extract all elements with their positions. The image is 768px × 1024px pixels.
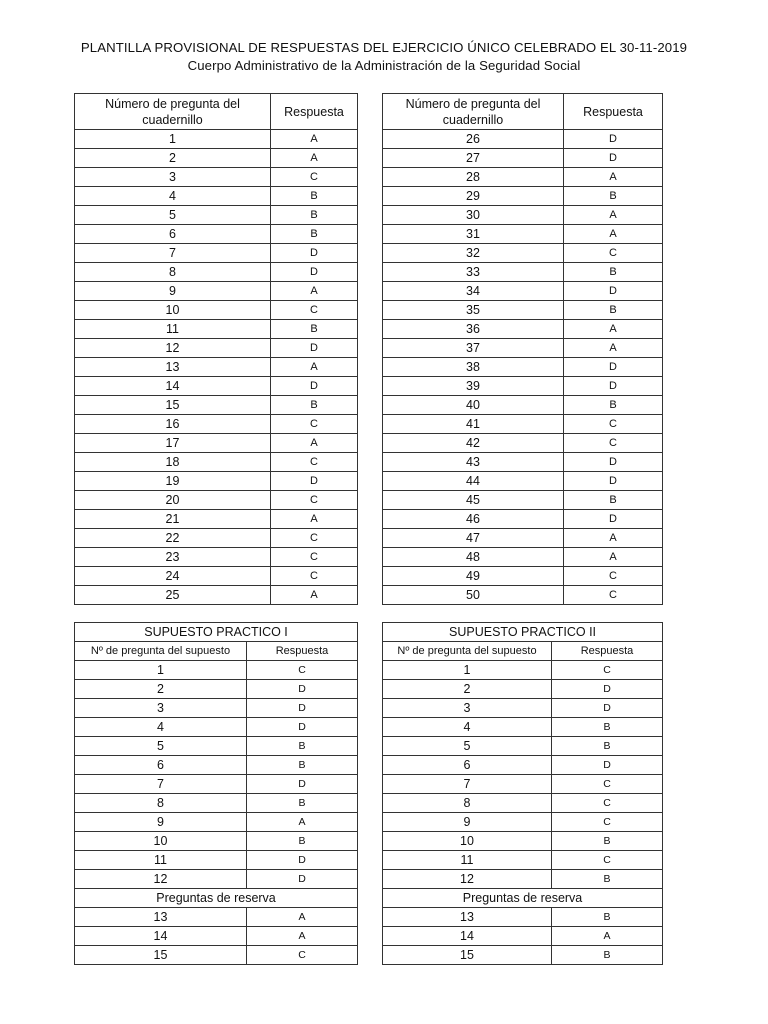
question-number: 1 — [383, 661, 552, 680]
table-row — [383, 396, 663, 415]
table-row — [383, 718, 663, 737]
table-row — [383, 225, 663, 244]
answer-letter: A — [564, 320, 663, 339]
answer-letter: C — [552, 661, 663, 680]
table-row — [75, 737, 358, 756]
question-number: 12 — [75, 339, 271, 358]
answer-letter: D — [564, 377, 663, 396]
table-row — [383, 832, 663, 851]
question-number: 22 — [75, 529, 271, 548]
column-header-answer: Respuesta — [552, 642, 663, 661]
question-number: 39 — [383, 377, 564, 396]
table-row — [383, 699, 663, 718]
table-row — [75, 510, 358, 529]
answer-letter: A — [247, 908, 358, 927]
question-number: 3 — [75, 168, 271, 187]
table-row — [383, 927, 663, 946]
table-row — [75, 870, 358, 889]
answer-letter: B — [552, 718, 663, 737]
question-number: 46 — [383, 510, 564, 529]
table-row — [383, 187, 663, 206]
answer-letter: C — [552, 775, 663, 794]
question-number: 8 — [75, 794, 247, 813]
answer-letter: A — [247, 813, 358, 832]
question-number: 13 — [383, 908, 552, 927]
question-number: 5 — [75, 737, 247, 756]
question-number: 45 — [383, 491, 564, 510]
answer-letter: C — [271, 301, 358, 320]
answers-table-left — [74, 93, 358, 605]
question-number: 8 — [75, 263, 271, 282]
table-row — [75, 699, 358, 718]
table-row — [75, 453, 358, 472]
table-row — [75, 358, 358, 377]
answer-letter: B — [552, 737, 663, 756]
question-number: 25 — [75, 586, 271, 605]
question-number: 16 — [75, 415, 271, 434]
table-row — [383, 908, 663, 927]
question-number: 4 — [75, 187, 271, 206]
question-number: 14 — [75, 377, 271, 396]
table-row — [383, 680, 663, 699]
answer-letter: B — [247, 832, 358, 851]
table-row — [75, 491, 358, 510]
question-number: 15 — [383, 946, 552, 965]
question-number: 9 — [75, 813, 247, 832]
answer-letter: A — [564, 529, 663, 548]
table-row — [383, 737, 663, 756]
question-number: 19 — [75, 472, 271, 491]
answer-letter: B — [552, 908, 663, 927]
table-row — [75, 301, 358, 320]
answer-letter: B — [271, 320, 358, 339]
reserve-label-row — [383, 889, 663, 908]
question-number: 13 — [75, 358, 271, 377]
table-row — [75, 415, 358, 434]
supuesto-title: SUPUESTO PRACTICO II — [383, 623, 663, 642]
table-row — [75, 927, 358, 946]
table-row — [383, 149, 663, 168]
answer-letter: C — [271, 491, 358, 510]
column-header-answer: Respuesta — [271, 94, 358, 130]
answer-letter: C — [271, 453, 358, 472]
question-number: 31 — [383, 225, 564, 244]
table-row — [383, 168, 663, 187]
answer-letter: D — [271, 377, 358, 396]
table-row — [383, 756, 663, 775]
answer-letter: D — [564, 282, 663, 301]
question-number: 48 — [383, 548, 564, 567]
question-number: 9 — [75, 282, 271, 301]
question-number: 42 — [383, 434, 564, 453]
answer-letter: D — [552, 680, 663, 699]
question-number: 43 — [383, 453, 564, 472]
answer-letter: D — [552, 756, 663, 775]
table-row — [75, 434, 358, 453]
table-row — [383, 548, 663, 567]
question-number: 15 — [75, 946, 247, 965]
table-row — [383, 870, 663, 889]
table-row — [75, 320, 358, 339]
table-row — [383, 946, 663, 965]
question-number: 38 — [383, 358, 564, 377]
question-number: 14 — [75, 927, 247, 946]
answer-letter: B — [564, 187, 663, 206]
document-title: PLANTILLA PROVISIONAL DE RESPUESTAS DEL EJERCICIO ÚNICO CELEBRADO EL 30-11-2019 — [80, 40, 688, 55]
answer-letter: A — [271, 130, 358, 149]
table-row — [383, 529, 663, 548]
question-number: 27 — [383, 149, 564, 168]
question-number: 7 — [75, 244, 271, 263]
answer-letter: A — [564, 339, 663, 358]
table-row — [75, 661, 358, 680]
question-number: 2 — [383, 680, 552, 699]
answer-letter: C — [271, 529, 358, 548]
reserve-questions-label: Preguntas de reserva — [383, 889, 663, 908]
answers-table-right — [382, 93, 663, 605]
question-number: 5 — [383, 737, 552, 756]
table-row — [383, 851, 663, 870]
answer-letter: C — [271, 168, 358, 187]
question-number: 7 — [75, 775, 247, 794]
answer-letter: B — [564, 491, 663, 510]
question-number: 6 — [75, 225, 271, 244]
answer-letter: B — [247, 794, 358, 813]
supuesto-practico-2-table — [382, 622, 663, 965]
table-row — [75, 282, 358, 301]
question-number: 28 — [383, 168, 564, 187]
table-row — [383, 282, 663, 301]
answer-letter: C — [564, 415, 663, 434]
question-number: 1 — [75, 661, 247, 680]
answer-letter: A — [271, 586, 358, 605]
table-row — [75, 548, 358, 567]
answer-letter: C — [271, 567, 358, 586]
table-row — [383, 453, 663, 472]
question-number: 7 — [383, 775, 552, 794]
question-number: 13 — [75, 908, 247, 927]
table-row — [383, 206, 663, 225]
answer-letter: A — [564, 548, 663, 567]
column-header-question: Número de pregunta del cuadernillo — [383, 94, 564, 130]
answer-letter: D — [564, 453, 663, 472]
table-row — [75, 472, 358, 491]
answer-letter: D — [247, 775, 358, 794]
table-row — [383, 130, 663, 149]
answer-letter: C — [564, 586, 663, 605]
table-row — [75, 567, 358, 586]
answer-letter: C — [271, 415, 358, 434]
answer-letter: D — [564, 149, 663, 168]
question-number: 12 — [75, 870, 247, 889]
question-number: 23 — [75, 548, 271, 567]
question-number: 17 — [75, 434, 271, 453]
question-number: 37 — [383, 339, 564, 358]
table-title-row — [75, 623, 358, 642]
answer-letter: A — [271, 149, 358, 168]
table-header-row — [75, 94, 358, 130]
table-row — [75, 149, 358, 168]
question-number: 50 — [383, 586, 564, 605]
question-number: 10 — [75, 301, 271, 320]
question-number: 35 — [383, 301, 564, 320]
table-row — [75, 908, 358, 927]
answer-letter: D — [247, 851, 358, 870]
table-row — [75, 187, 358, 206]
table-row — [75, 680, 358, 699]
question-number: 9 — [383, 813, 552, 832]
question-number: 49 — [383, 567, 564, 586]
question-number: 1 — [75, 130, 271, 149]
answer-letter: D — [564, 472, 663, 491]
table-row — [383, 472, 663, 491]
question-number: 15 — [75, 396, 271, 415]
table-row — [383, 794, 663, 813]
table-row — [75, 396, 358, 415]
answer-letter: B — [564, 396, 663, 415]
table-row — [75, 756, 358, 775]
table-row — [383, 358, 663, 377]
question-number: 34 — [383, 282, 564, 301]
answer-letter: B — [552, 946, 663, 965]
table-row — [75, 130, 358, 149]
answer-letter: B — [552, 870, 663, 889]
column-header-answer: Respuesta — [247, 642, 358, 661]
question-number: 44 — [383, 472, 564, 491]
table-row — [75, 794, 358, 813]
answer-letter: D — [247, 870, 358, 889]
table-row — [383, 301, 663, 320]
table-row — [383, 491, 663, 510]
question-number: 41 — [383, 415, 564, 434]
column-header-question: Nº de pregunta del supuesto — [75, 642, 247, 661]
answer-letter: B — [271, 206, 358, 225]
table-row — [383, 339, 663, 358]
table-row — [383, 510, 663, 529]
question-number: 14 — [383, 927, 552, 946]
question-number: 3 — [75, 699, 247, 718]
question-number: 11 — [75, 320, 271, 339]
answer-letter: D — [271, 339, 358, 358]
answer-letter: B — [552, 832, 663, 851]
table-row — [383, 434, 663, 453]
answer-letter: C — [247, 946, 358, 965]
table-row — [383, 567, 663, 586]
supuesto-practico-1-table — [74, 622, 358, 965]
table-row — [75, 718, 358, 737]
answer-letter: C — [564, 244, 663, 263]
answer-letter: C — [552, 813, 663, 832]
question-number: 36 — [383, 320, 564, 339]
answer-letter: D — [564, 510, 663, 529]
answer-letter: D — [271, 263, 358, 282]
answer-letter: A — [271, 358, 358, 377]
answer-letter: A — [552, 927, 663, 946]
answer-letter: D — [247, 680, 358, 699]
question-number: 20 — [75, 491, 271, 510]
question-number: 2 — [75, 680, 247, 699]
table-row — [383, 244, 663, 263]
table-row — [75, 244, 358, 263]
table-row — [75, 168, 358, 187]
table-row — [383, 320, 663, 339]
question-number: 18 — [75, 453, 271, 472]
answer-letter: C — [247, 661, 358, 680]
question-number: 12 — [383, 870, 552, 889]
question-number: 11 — [383, 851, 552, 870]
reserve-questions-label: Preguntas de reserva — [75, 889, 358, 908]
table-header-row — [75, 642, 358, 661]
answer-letter: D — [564, 130, 663, 149]
answer-letter: A — [271, 510, 358, 529]
table-row — [75, 946, 358, 965]
answer-letter: A — [564, 206, 663, 225]
answer-letter: B — [247, 756, 358, 775]
question-number: 8 — [383, 794, 552, 813]
answer-letter: D — [247, 718, 358, 737]
supuesto-title: SUPUESTO PRACTICO I — [75, 623, 358, 642]
answer-letter: A — [271, 282, 358, 301]
reserve-label-row — [75, 889, 358, 908]
question-number: 5 — [75, 206, 271, 225]
question-number: 4 — [75, 718, 247, 737]
table-row — [383, 586, 663, 605]
column-header-answer: Respuesta — [564, 94, 663, 130]
table-row — [383, 661, 663, 680]
question-number: 40 — [383, 396, 564, 415]
answer-letter: C — [552, 794, 663, 813]
question-number: 30 — [383, 206, 564, 225]
question-number: 11 — [75, 851, 247, 870]
table-row — [383, 775, 663, 794]
table-row — [75, 206, 358, 225]
answer-letter: D — [564, 358, 663, 377]
table-row — [383, 377, 663, 396]
answer-letter: B — [271, 225, 358, 244]
answer-letter: A — [564, 168, 663, 187]
answer-letter: B — [271, 187, 358, 206]
question-number: 10 — [75, 832, 247, 851]
column-header-question: Nº de pregunta del supuesto — [383, 642, 552, 661]
table-row — [75, 832, 358, 851]
table-row — [75, 263, 358, 282]
table-row — [383, 263, 663, 282]
table-row — [75, 225, 358, 244]
answer-letter: A — [564, 225, 663, 244]
answer-letter: D — [271, 472, 358, 491]
table-row — [75, 851, 358, 870]
answer-letter: C — [271, 548, 358, 567]
table-row — [75, 377, 358, 396]
answer-letter: A — [271, 434, 358, 453]
answer-letter: A — [247, 927, 358, 946]
question-number: 47 — [383, 529, 564, 548]
answer-letter: B — [564, 263, 663, 282]
question-number: 21 — [75, 510, 271, 529]
table-row — [383, 415, 663, 434]
table-row — [75, 813, 358, 832]
table-row — [383, 813, 663, 832]
answer-letter: C — [564, 434, 663, 453]
table-header-row — [383, 642, 663, 661]
answer-letter: B — [271, 396, 358, 415]
answer-letter: C — [552, 851, 663, 870]
table-row — [75, 586, 358, 605]
question-number: 29 — [383, 187, 564, 206]
table-row — [75, 529, 358, 548]
document-subtitle: Cuerpo Administrativo de la Administración de la Seguridad Social — [187, 58, 581, 73]
question-number: 33 — [383, 263, 564, 282]
answer-letter: C — [564, 567, 663, 586]
answer-letter: D — [552, 699, 663, 718]
answer-letter: B — [564, 301, 663, 320]
question-number: 4 — [383, 718, 552, 737]
question-number: 6 — [383, 756, 552, 775]
question-number: 3 — [383, 699, 552, 718]
question-number: 32 — [383, 244, 564, 263]
answer-letter: D — [247, 699, 358, 718]
table-row — [75, 775, 358, 794]
answer-letter: B — [247, 737, 358, 756]
question-number: 26 — [383, 130, 564, 149]
table-title-row — [383, 623, 663, 642]
question-number: 24 — [75, 567, 271, 586]
table-row — [75, 339, 358, 358]
table-header-row — [383, 94, 663, 130]
question-number: 6 — [75, 756, 247, 775]
question-number: 2 — [75, 149, 271, 168]
column-header-question: Número de pregunta del cuadernillo — [75, 94, 271, 130]
question-number: 10 — [383, 832, 552, 851]
answer-letter: D — [271, 244, 358, 263]
